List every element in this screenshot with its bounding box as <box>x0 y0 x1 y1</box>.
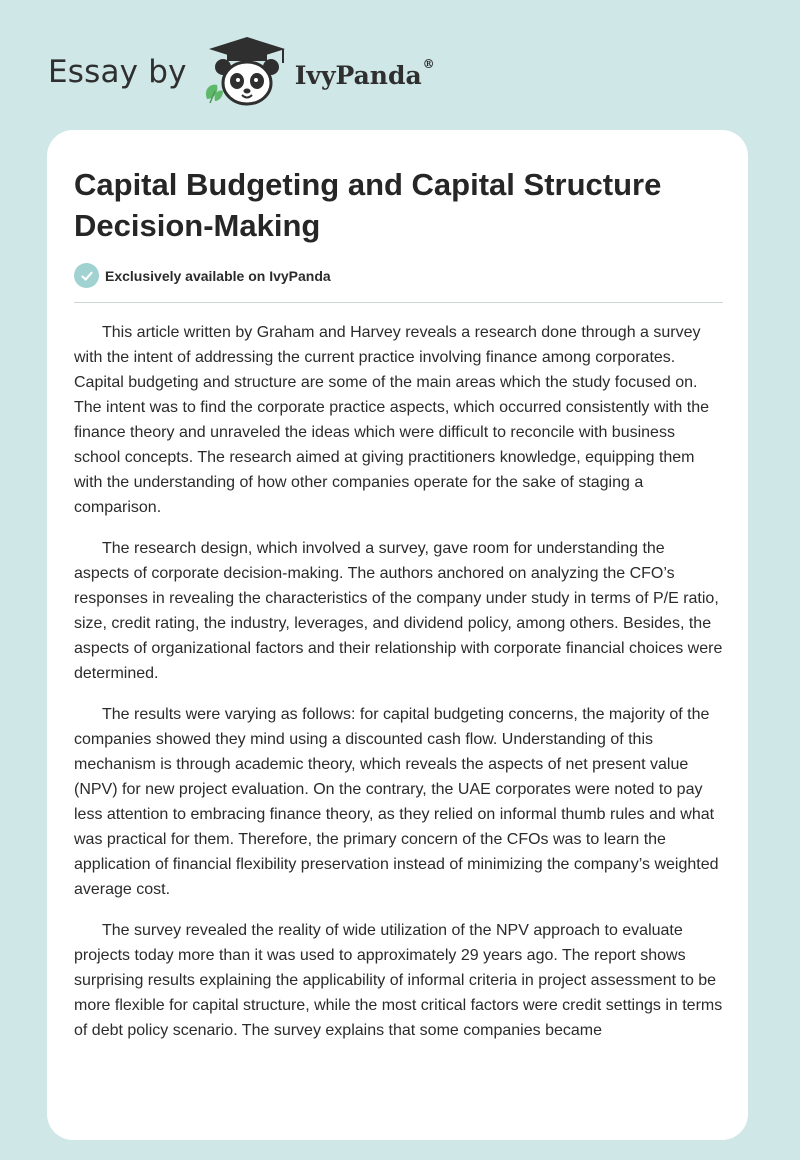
divider <box>74 302 723 303</box>
paragraph: The results were varying as follows: for capital budgeting concerns, the majority of the companies showed they mind using a discounted cash flow. Understanding of this mechanism is through academic theory, which reveals the aspects of net present value (NPV) for new project evaluation. On the contrary, the UAE corporates were noted to pay less attention to embracing finance theory, as they relied on informal thumb rules and what was practical for them. Therefore, the primary concern of the CFOs was to learn the application of financial flexibility preservation instead of minimizing the company’s weighted average cost. <box>74 706 719 898</box>
brand-prefix: Essay by <box>48 54 187 90</box>
article-title: Capital Budgeting and Capital Structure Decision-Making <box>74 167 662 243</box>
brand-logo[interactable] <box>48 36 435 108</box>
brand-name: IvyPanda® <box>294 56 435 90</box>
check-icon <box>74 263 99 288</box>
paragraph: The research design, which involved a survey, gave room for understanding the aspects of corporate decision-making. The authors anchored on analyzing the CFO’s responses in revealing the characteristics of the company under study in terms of P/E ratio, size, credit rating, the industry, leverages, and dividend policy, among others. Besides, the aspects of organizational factors and their relationship with corporate financial choices were determined. <box>74 540 723 682</box>
badge-label: Exclusively available on IvyPanda <box>105 267 331 284</box>
paragraph: The survey revealed the reality of wide utilization of the NPV approach to evaluate projects today more than it was used to approximately 29 years ago. The report shows surprising results explaining the applicability of informal criteria in project assessment to be more flexible for capital structure, while the most critical factors were credit settings in terms of debt policy scenario. The survey explains that some companies became <box>74 922 723 1039</box>
exclusive-badge <box>74 263 331 288</box>
paragraph: This article written by Graham and Harvey reveals a research done through a survey with the intent of addressing the current practice involving finance among corporates. Capital budgeting and structure are some of the main areas which the study focused on. The intent was to find the corporate practice aspects, which occurred consistently with the finance theory and unraveled the ideas which were difficult to reconcile with business school concepts. The research aimed at giving practitioners knowledge, equipping them with the understanding of how other companies operate for the sake of staging a comparison. <box>74 324 709 516</box>
registered-mark: ® <box>422 56 435 71</box>
article-card <box>47 130 748 1140</box>
panda-graduate-icon <box>201 37 293 107</box>
article-body <box>74 320 724 1059</box>
